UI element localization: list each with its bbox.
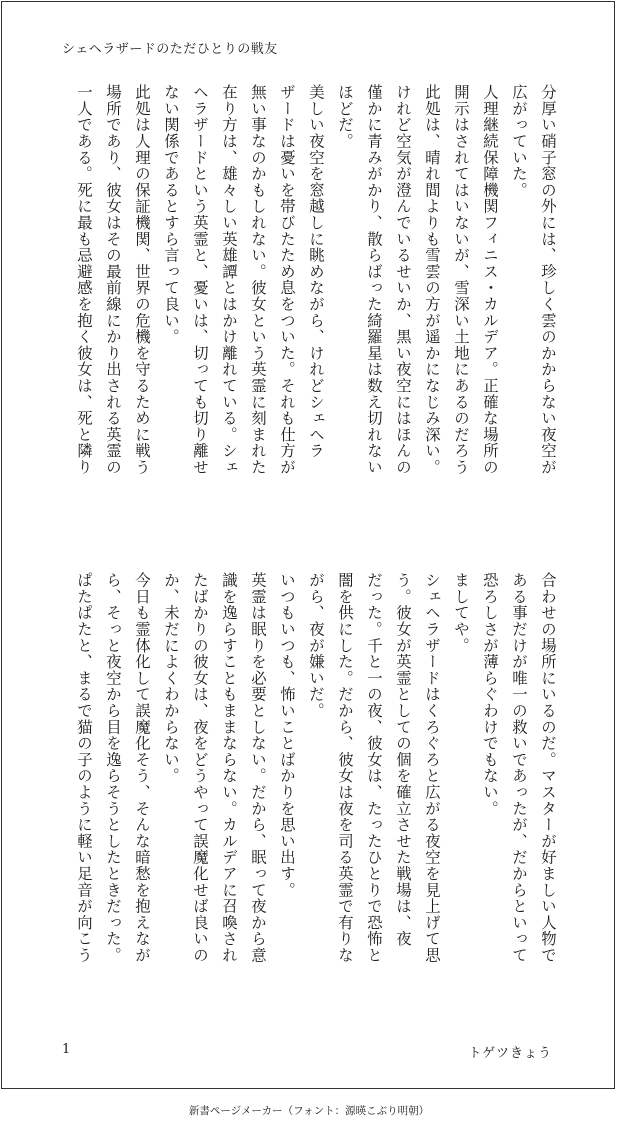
- text-column: 闇を供にした。だから、彼女は夜を司る英霊で有りな: [336, 572, 354, 964]
- author-name: トゲツきょう: [468, 1046, 552, 1061]
- page-number: 1: [62, 1042, 71, 1057]
- text-column: 場所であり、彼女はその最前線にかり出される英霊の: [104, 84, 122, 476]
- book-page: [1, 1, 615, 1089]
- text-column: ヘラザードという英霊と、憂いは、切っても切り離せ: [191, 84, 209, 476]
- lower-text-block: [60, 572, 562, 1012]
- text-column: 美しい夜空を窓越しに眺めながら、けれどシェヘラ: [307, 84, 325, 459]
- text-column: 分厚い硝子窓の外には、珍しく雲のかからない夜空が: [539, 84, 557, 476]
- text-column: う。彼女が英霊としての個を確立させた戦場は、夜: [394, 572, 412, 947]
- text-column: 在り方は、雄々しい英雄譚とはかけ離れている。シェ: [220, 84, 238, 476]
- text-column: たばかりの彼女は、夜をどうやって誤魔化せば良いの: [191, 572, 209, 964]
- text-column: ましてや。: [452, 572, 470, 654]
- text-column: ほどだ。: [336, 84, 354, 150]
- text-column: だった。千と一の夜、彼女は、たったひとりで恐怖と: [365, 572, 383, 964]
- text-column: 今日も霊体化して誤魔化そう、そんな暗愁を抱えなが: [133, 572, 151, 964]
- text-column: 開示はされてはいないが、雪深い土地にあるのだろう: [452, 84, 470, 476]
- text-column: か、未だによくわからない。: [162, 572, 180, 784]
- text-column: 此処は人理の保証機関、世界の危機を守るために戦う: [133, 84, 151, 476]
- text-column: ザードは憂いを帯びたため息をついた。それも仕方が: [278, 84, 296, 476]
- text-column: 無い事なのかもしれない。彼女という英霊に刻まれた: [249, 84, 267, 476]
- text-column: けれど空気が澄んでいるせいか、黒い夜空にはほんの: [394, 84, 412, 476]
- book-title: シェヘラザードのただひとりの戦友: [62, 42, 278, 57]
- text-column: いつもいつも、怖いことばかりを思い出す。: [278, 572, 296, 898]
- text-column: ある事だけが唯一の救いであったが、だからといって: [510, 572, 528, 964]
- text-column: シェヘラザードはくろぐろと広がる夜空を見上げて思: [423, 572, 441, 964]
- text-column: ら、そっと夜空から目を逸らそうとしたときだった。: [104, 572, 122, 964]
- text-column: 恐ろしさが薄らぐわけでもない。: [481, 572, 499, 817]
- text-column: 広がっていた。: [510, 84, 528, 199]
- text-column: がら、夜が嫌いだ。: [307, 572, 325, 719]
- text-column: ぱたぱたと、まるで猫の子のように軽い足音が向こう: [75, 572, 93, 964]
- upper-text-block: [60, 84, 562, 524]
- text-column: 合わせの場所にいるのだ。マスターが好ましい人物で: [539, 572, 557, 964]
- generator-caption: 新書ページメーカー（フォント：源暎こぶり明朝）: [188, 1105, 430, 1117]
- text-column: 此処は、晴れ間よりも雪雲の方が遥かになじみ深い。: [423, 84, 441, 476]
- text-column: 人理継続保障機関フィニス・カルデア。正確な場所の: [481, 84, 499, 476]
- text-column: 英霊は眠りを必要としない。だから、眠って夜から意: [249, 572, 267, 964]
- text-column: 僅かに青みがかり、散らばった綺羅星は数え切れない: [365, 84, 383, 476]
- text-column: 識を逸らすこともままならない。カルデアに召喚され: [220, 572, 238, 964]
- text-column: 一人である。死に最も忌避感を抱く彼女は、死と隣り: [75, 84, 93, 476]
- text-column: ない関係であるとすら言って良い。: [162, 84, 180, 345]
